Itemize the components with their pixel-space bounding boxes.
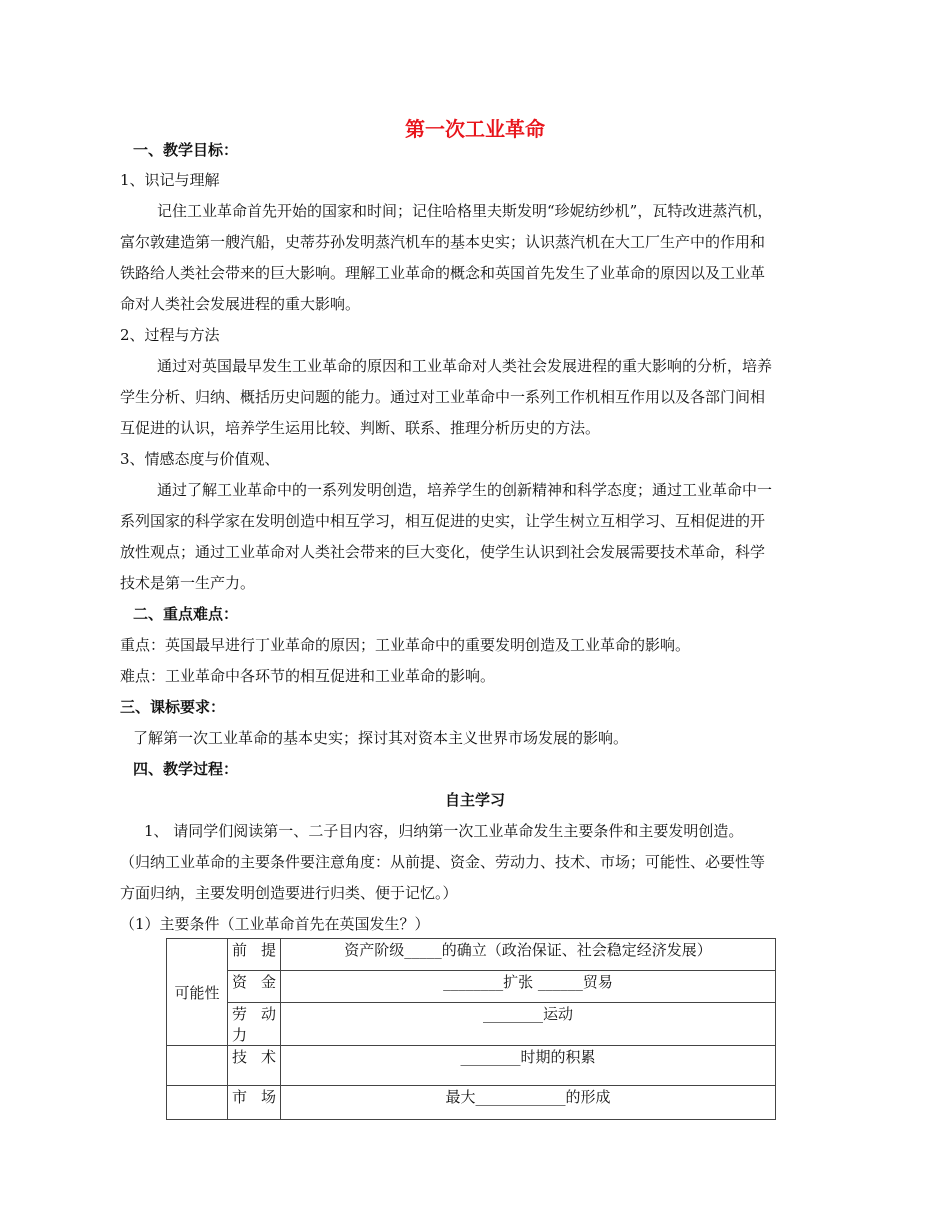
table-row xyxy=(167,1046,776,1086)
row-value: 资产阶级_____的确立（政治保证、社会稳定经济发展） xyxy=(281,939,776,971)
paragraph-line: 通过了解工业革命中的一系列发明创造，培养学生的创新精神和科学态度；通过工业革命中一 xyxy=(157,481,773,499)
row-value: 最大____________的形成 xyxy=(281,1086,776,1120)
paragraph-line: 命对人类社会发展进程的重大影响。 xyxy=(120,295,361,313)
table-row xyxy=(167,1086,776,1120)
table-row xyxy=(167,1003,776,1046)
paragraph-line: 记住工业革命首先开始的国家和时间；记住哈格里夫斯发明“珍妮纺纱机”，瓦特改进蒸汽机， xyxy=(157,202,773,220)
sub-heading-3: 3、情感态度与价值观、 xyxy=(120,450,280,468)
key-points: 重点：英国最早进行丁业革命的原因；工业革命中的重要发明创造及工业革命的影响。 xyxy=(120,636,691,654)
row-label: 市场 xyxy=(228,1086,281,1120)
conditions-table xyxy=(166,938,776,1120)
paragraph-line: 技术是第一生产力。 xyxy=(120,574,256,592)
paragraph-line: 通过对英国最早发生工业革命的原因和工业革命对人类社会发展进程的重大影响的分析，培养 xyxy=(157,357,773,375)
table-row xyxy=(167,971,776,1003)
empty-cell xyxy=(167,1046,228,1086)
main-conditions-heading: （1）主要条件（工业革命首先在英国发生？） xyxy=(120,915,430,933)
row-label: 劳动力 xyxy=(228,1003,281,1046)
task-item-1: 1、 请同学们阅读第一、二子目内容，归纳第一次工业革命发生主要条件和主要发明创造。 xyxy=(144,822,744,840)
group-label-cell: 可能性 xyxy=(167,939,228,1046)
row-value: ________时期的积累 xyxy=(281,1046,776,1086)
self-study-heading: 自主学习 xyxy=(444,791,505,809)
section-3-heading: 三、课标要求： xyxy=(120,698,226,716)
row-label: 前提 xyxy=(228,939,281,971)
paragraph-line: 铁路给人类社会带来的巨大影响。理解工业革命的概念和英国首先发生了业革命的原因以及工业革 xyxy=(120,264,766,282)
row-value: ________扩张 ______贸易 xyxy=(281,971,776,1003)
sub-heading-1: 1、识记与理解 xyxy=(120,171,220,189)
paragraph-line: 互促进的认识，培养学生运用比较、判断、联系、推理分析历史的方法。 xyxy=(120,419,601,437)
section-1-heading: 一、教学目标： xyxy=(133,141,239,159)
row-value: ________运动 xyxy=(281,1003,776,1046)
note-line: 方面归纳，主要发明创造要进行归类、便于记忆。） xyxy=(120,884,458,902)
paragraph-line: 系列国家的科学家在发明创造中相互学习，相互促进的史实，让学生树立互相学习、互相促进的开 xyxy=(120,512,766,530)
note-line: （归纳工业革命的主要条件要注意角度：从前提、资金、劳动力、技术、市场；可能性、必要性等 xyxy=(120,853,766,871)
section-2-heading: 二、重点难点： xyxy=(133,605,239,623)
section-4-heading: 四、教学过程： xyxy=(133,760,239,778)
paragraph-line: 富尔敦建造第一艘汽船，史蒂芬孙发明蒸汽机车的基本史实；认识蒸汽机在大工厂生产中的作用和 xyxy=(120,233,766,251)
row-label: 技术 xyxy=(228,1046,281,1086)
paragraph-line: 放性观点；通过工业革命对人类社会带来的巨大变化，使学生认识到社会发展需要技术革命，科学 xyxy=(120,543,766,561)
sub-heading-2: 2、过程与方法 xyxy=(120,326,220,344)
paragraph-line: 学生分析、归纳、概括历史问题的能力。通过对工业革命中一系列工作机相互作用以及各部门间相 xyxy=(120,388,766,406)
row-label: 资金 xyxy=(228,971,281,1003)
curriculum-requirement: 了解第一次工业革命的基本史实；探讨其对资本主义世界市场发展的影响。 xyxy=(133,729,629,747)
empty-cell xyxy=(167,1086,228,1120)
page-title: 第一次工业革命 xyxy=(405,117,545,141)
table-row xyxy=(167,939,776,971)
difficult-points: 难点：工业革命中各环节的相互促进和工业革命的影响。 xyxy=(120,667,496,685)
